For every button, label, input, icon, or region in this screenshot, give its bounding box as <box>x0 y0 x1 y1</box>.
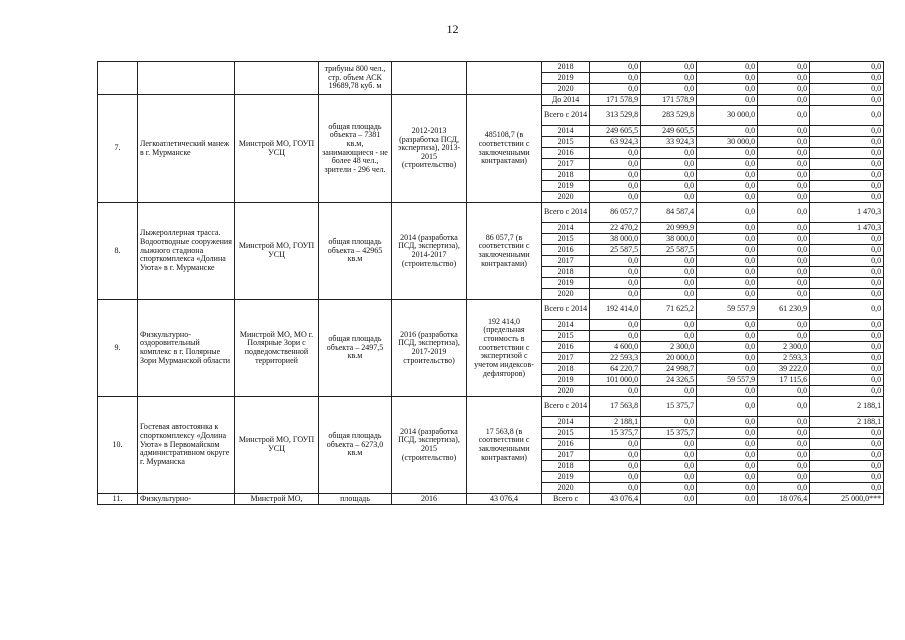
other-cell: 0,0 <box>810 95 884 106</box>
municipal-cell: 0,0 <box>758 170 810 181</box>
municipal-cell: 0,0 <box>758 234 810 245</box>
municipal-cell: 0,0 <box>758 386 810 397</box>
regional-cell: 0,0 <box>697 203 758 223</box>
total-cell: 0,0 <box>590 148 641 159</box>
federal-cell: 0,0 <box>641 181 697 192</box>
federal-cell: 33 924,3 <box>641 137 697 148</box>
municipal-cell: 0,0 <box>758 73 810 84</box>
capacity-cell: общая площадь объекта – 2497,5 кв.м <box>319 300 392 397</box>
municipal-cell: 0,0 <box>758 331 810 342</box>
total-cell: 0,0 <box>590 461 641 472</box>
year-cell: Всего с 2014 <box>542 397 590 417</box>
municipal-cell: 0,0 <box>758 84 810 95</box>
municipal-cell: 0,0 <box>758 450 810 461</box>
other-cell: 0,0 <box>810 375 884 386</box>
other-cell: 0,0 <box>810 386 884 397</box>
total-cell: 25 587,5 <box>590 245 641 256</box>
federal-cell: 0,0 <box>641 148 697 159</box>
federal-cell: 0,0 <box>641 159 697 170</box>
total-cell: 0,0 <box>590 256 641 267</box>
object-name-cell: Гостевая автостоянка к спорткомплексу «Долина Уюта» в Первомайском административном округе г. Мурманска <box>138 397 235 494</box>
year-cell: 2014 <box>542 320 590 331</box>
financing-table <box>97 61 884 505</box>
federal-cell: 15 375,7 <box>641 428 697 439</box>
year-cell: Всего с 2014 <box>542 300 590 320</box>
federal-cell: 38 000,0 <box>641 234 697 245</box>
other-cell: 0,0 <box>810 148 884 159</box>
table-row <box>98 95 884 106</box>
total-cell: 0,0 <box>590 62 641 73</box>
municipal-cell: 0,0 <box>758 203 810 223</box>
customer-cell <box>235 62 319 95</box>
year-cell: 2015 <box>542 234 590 245</box>
regional-cell: 0,0 <box>697 417 758 428</box>
year-cell: 2020 <box>542 289 590 300</box>
regional-cell: 0,0 <box>697 159 758 170</box>
year-cell: 2019 <box>542 181 590 192</box>
municipal-cell: 2 593,3 <box>758 353 810 364</box>
total-cell: 0,0 <box>590 386 641 397</box>
year-cell: 2020 <box>542 386 590 397</box>
year-cell: Всего с 2014 <box>542 203 590 223</box>
total-cell: 0,0 <box>590 331 641 342</box>
regional-cell: 0,0 <box>697 267 758 278</box>
municipal-cell: 18 076,4 <box>758 494 810 505</box>
municipal-cell: 2 300,0 <box>758 342 810 353</box>
regional-cell: 0,0 <box>697 428 758 439</box>
regional-cell: 0,0 <box>697 450 758 461</box>
total-cell: 0,0 <box>590 450 641 461</box>
cost-cell: 43 076,4 <box>467 494 542 505</box>
other-cell: 0,0 <box>810 245 884 256</box>
municipal-cell: 0,0 <box>758 278 810 289</box>
object-number-cell: 10. <box>98 397 138 494</box>
period-cell: 2014 (разработка ПСД, экспертиза), 2015 (строительство) <box>392 397 467 494</box>
capacity-cell: площадь <box>319 494 392 505</box>
other-cell: 0,0 <box>810 234 884 245</box>
year-cell: 2019 <box>542 472 590 483</box>
other-cell: 0,0 <box>810 181 884 192</box>
regional-cell: 0,0 <box>697 170 758 181</box>
municipal-cell: 0,0 <box>758 397 810 417</box>
period-cell: 2016 <box>392 494 467 505</box>
year-cell: 2014 <box>542 126 590 137</box>
total-cell: 86 057,7 <box>590 203 641 223</box>
federal-cell: 0,0 <box>641 278 697 289</box>
regional-cell: 0,0 <box>697 73 758 84</box>
regional-cell: 0,0 <box>697 342 758 353</box>
year-cell: До 2014 <box>542 95 590 106</box>
cost-cell <box>467 62 542 95</box>
other-cell: 25 000,0*** <box>810 494 884 505</box>
regional-cell: 30 000,0 <box>697 106 758 126</box>
year-cell: 2020 <box>542 84 590 95</box>
regional-cell: 0,0 <box>697 192 758 203</box>
federal-cell: 0,0 <box>641 320 697 331</box>
regional-cell: 0,0 <box>697 256 758 267</box>
total-cell: 22 470,2 <box>590 223 641 234</box>
municipal-cell: 0,0 <box>758 472 810 483</box>
federal-cell: 0,0 <box>641 192 697 203</box>
total-cell: 171 578,9 <box>590 95 641 106</box>
federal-cell: 0,0 <box>641 417 697 428</box>
regional-cell: 0,0 <box>697 461 758 472</box>
year-cell: 2016 <box>542 439 590 450</box>
other-cell: 0,0 <box>810 300 884 320</box>
customer-cell: Минстрой МО, ГОУП УСЦ <box>235 203 319 300</box>
municipal-cell: 0,0 <box>758 417 810 428</box>
year-cell: 2019 <box>542 278 590 289</box>
year-cell: 2018 <box>542 461 590 472</box>
year-cell: 2014 <box>542 417 590 428</box>
total-cell: 15 375,7 <box>590 428 641 439</box>
regional-cell: 0,0 <box>697 331 758 342</box>
customer-cell: Минстрой МО, ГОУП УСЦ <box>235 95 319 203</box>
total-cell: 249 605,5 <box>590 126 641 137</box>
other-cell: 0,0 <box>810 461 884 472</box>
other-cell: 1 470,3 <box>810 223 884 234</box>
capacity-cell: общая площадь объекта – 6273,0 кв.м <box>319 397 392 494</box>
year-cell: 2018 <box>542 267 590 278</box>
federal-cell: 24 998,7 <box>641 364 697 375</box>
regional-cell: 0,0 <box>697 353 758 364</box>
total-cell: 4 600,0 <box>590 342 641 353</box>
regional-cell: 0,0 <box>697 223 758 234</box>
regional-cell: 0,0 <box>697 364 758 375</box>
regional-cell: 0,0 <box>697 439 758 450</box>
other-cell: 0,0 <box>810 320 884 331</box>
regional-cell: 0,0 <box>697 95 758 106</box>
other-cell: 0,0 <box>810 472 884 483</box>
other-cell: 2 188,1 <box>810 397 884 417</box>
other-cell: 0,0 <box>810 62 884 73</box>
year-cell: 2019 <box>542 73 590 84</box>
federal-cell: 249 605,5 <box>641 126 697 137</box>
municipal-cell: 0,0 <box>758 192 810 203</box>
table-row <box>98 203 884 223</box>
object-name-cell: Лыжероллерная трасса. Водоотводные сооружения лыжного стадиона спорткомплекса «Долина Уюта» в г. Мурманске <box>138 203 235 300</box>
year-cell: 2018 <box>542 170 590 181</box>
year-cell: 2018 <box>542 364 590 375</box>
other-cell: 0,0 <box>810 73 884 84</box>
municipal-cell: 0,0 <box>758 320 810 331</box>
cost-cell: 17 563,8 (в соответствии с заключенными контрактами) <box>467 397 542 494</box>
regional-cell: 0,0 <box>697 181 758 192</box>
regional-cell: 0,0 <box>697 148 758 159</box>
total-cell: 17 563,8 <box>590 397 641 417</box>
table-row <box>98 397 884 417</box>
regional-cell: 0,0 <box>697 126 758 137</box>
federal-cell: 0,0 <box>641 331 697 342</box>
regional-cell: 0,0 <box>697 397 758 417</box>
municipal-cell: 0,0 <box>758 223 810 234</box>
municipal-cell: 0,0 <box>758 62 810 73</box>
regional-cell: 0,0 <box>697 494 758 505</box>
object-name-cell <box>138 62 235 95</box>
federal-cell: 0,0 <box>641 289 697 300</box>
total-cell: 43 076,4 <box>590 494 641 505</box>
customer-cell: Минстрой МО, МО г. Полярные Зори с подведомственной территорией <box>235 300 319 397</box>
other-cell: 0,0 <box>810 353 884 364</box>
total-cell: 0,0 <box>590 170 641 181</box>
municipal-cell: 17 115,6 <box>758 375 810 386</box>
year-cell: 2017 <box>542 353 590 364</box>
other-cell: 0,0 <box>810 450 884 461</box>
federal-cell: 0,0 <box>641 450 697 461</box>
year-cell: 2015 <box>542 428 590 439</box>
other-cell: 0,0 <box>810 364 884 375</box>
other-cell: 0,0 <box>810 170 884 181</box>
customer-cell: Минстрой МО, <box>235 494 319 505</box>
other-cell: 0,0 <box>810 483 884 494</box>
regional-cell: 0,0 <box>697 234 758 245</box>
period-cell: 2012-2013 (разработка ПСД, экспертиза), 2013-2015 (строительство) <box>392 95 467 203</box>
total-cell: 0,0 <box>590 181 641 192</box>
year-cell: 2019 <box>542 375 590 386</box>
other-cell: 1 470,3 <box>810 203 884 223</box>
federal-cell: 0,0 <box>641 84 697 95</box>
federal-cell: 0,0 <box>641 461 697 472</box>
object-name-cell: Легкоатлетический манеж в г. Мурманске <box>138 95 235 203</box>
year-cell: 2020 <box>542 192 590 203</box>
federal-cell: 20 000,0 <box>641 353 697 364</box>
municipal-cell: 0,0 <box>758 439 810 450</box>
page-number: 12 <box>446 22 459 36</box>
year-cell: Всего с 2014 <box>542 106 590 126</box>
cost-cell: 485108,7 (в соответствии с заключенными контрактами) <box>467 95 542 203</box>
federal-cell: 171 578,9 <box>641 95 697 106</box>
federal-cell: 0,0 <box>641 386 697 397</box>
total-cell: 0,0 <box>590 483 641 494</box>
federal-cell: 0,0 <box>641 494 697 505</box>
capacity-cell: общая площадь объекта – 42965 кв.м <box>319 203 392 300</box>
municipal-cell: 0,0 <box>758 137 810 148</box>
other-cell: 0,0 <box>810 159 884 170</box>
year-cell: 2015 <box>542 331 590 342</box>
total-cell: 0,0 <box>590 278 641 289</box>
other-cell: 0,0 <box>810 256 884 267</box>
object-name-cell: Физкультурно- <box>138 494 235 505</box>
regional-cell: 30 000,0 <box>697 137 758 148</box>
federal-cell: 0,0 <box>641 62 697 73</box>
municipal-cell: 0,0 <box>758 148 810 159</box>
total-cell: 0,0 <box>590 267 641 278</box>
regional-cell: 0,0 <box>697 278 758 289</box>
municipal-cell: 0,0 <box>758 483 810 494</box>
municipal-cell: 0,0 <box>758 461 810 472</box>
federal-cell: 20 999,9 <box>641 223 697 234</box>
federal-cell: 24 326,5 <box>641 375 697 386</box>
year-cell: 2017 <box>542 450 590 461</box>
year-cell: 2020 <box>542 483 590 494</box>
object-number-cell <box>98 62 138 95</box>
total-cell: 192 414,0 <box>590 300 641 320</box>
object-number-cell: 7. <box>98 95 138 203</box>
other-cell: 0,0 <box>810 439 884 450</box>
municipal-cell: 0,0 <box>758 159 810 170</box>
cost-cell: 192 414,0 (предельная стоимость в соответствии с экспертизой с учетом индексов- дефляторов) <box>467 300 542 397</box>
year-cell: 2016 <box>542 148 590 159</box>
customer-cell: Минстрой МО, ГОУП УСЦ <box>235 397 319 494</box>
regional-cell: 0,0 <box>697 472 758 483</box>
federal-cell: 0,0 <box>641 267 697 278</box>
table-row <box>98 300 884 320</box>
other-cell: 0,0 <box>810 106 884 126</box>
municipal-cell: 61 230,9 <box>758 300 810 320</box>
object-number-cell: 11. <box>98 494 138 505</box>
table-row <box>98 494 884 505</box>
total-cell: 2 188,1 <box>590 417 641 428</box>
federal-cell: 0,0 <box>641 73 697 84</box>
other-cell: 0,0 <box>810 267 884 278</box>
capacity-cell: трибуны 800 чел., стр. объем АСК 19689,78 куб. м <box>319 62 392 95</box>
year-cell: Всего с <box>542 494 590 505</box>
regional-cell: 0,0 <box>697 84 758 95</box>
municipal-cell: 0,0 <box>758 126 810 137</box>
other-cell: 0,0 <box>810 331 884 342</box>
other-cell: 0,0 <box>810 192 884 203</box>
table-body <box>98 62 884 505</box>
federal-cell: 84 587,4 <box>641 203 697 223</box>
total-cell: 101 000,0 <box>590 375 641 386</box>
municipal-cell: 0,0 <box>758 289 810 300</box>
year-cell: 2016 <box>542 245 590 256</box>
federal-cell: 0,0 <box>641 170 697 181</box>
federal-cell: 0,0 <box>641 483 697 494</box>
municipal-cell: 0,0 <box>758 428 810 439</box>
period-cell: 2016 (разработка ПСД, экспертиза), 2017-2019 строительство) <box>392 300 467 397</box>
municipal-cell: 0,0 <box>758 267 810 278</box>
federal-cell: 0,0 <box>641 472 697 483</box>
federal-cell: 283 529,8 <box>641 106 697 126</box>
total-cell: 64 220,7 <box>590 364 641 375</box>
year-cell: 2017 <box>542 159 590 170</box>
object-name-cell: Физкультурно- оздоровительный комплекс в г. Полярные Зори Мурманской области <box>138 300 235 397</box>
federal-cell: 71 625,2 <box>641 300 697 320</box>
other-cell: 0,0 <box>810 428 884 439</box>
regional-cell: 59 557,9 <box>697 300 758 320</box>
total-cell: 38 000,0 <box>590 234 641 245</box>
total-cell: 0,0 <box>590 73 641 84</box>
total-cell: 0,0 <box>590 289 641 300</box>
total-cell: 0,0 <box>590 472 641 483</box>
other-cell: 0,0 <box>810 137 884 148</box>
total-cell: 63 924,3 <box>590 137 641 148</box>
total-cell: 313 529,8 <box>590 106 641 126</box>
year-cell: 2014 <box>542 223 590 234</box>
federal-cell: 15 375,7 <box>641 397 697 417</box>
municipal-cell: 0,0 <box>758 181 810 192</box>
municipal-cell: 0,0 <box>758 95 810 106</box>
regional-cell: 0,0 <box>697 62 758 73</box>
other-cell: 0,0 <box>810 278 884 289</box>
object-number-cell: 8. <box>98 203 138 300</box>
capacity-cell: общая площадь объекта – 7381 кв.м, занимающиеся - не более 48 чел., зрители - 296 чел. <box>319 95 392 203</box>
period-cell: 2014 (разработка ПСД, экспертиза), 2014-2017 (строительство) <box>392 203 467 300</box>
cost-cell: 86 057,7 (в соответствии с заключенными контрактами) <box>467 203 542 300</box>
municipal-cell: 39 222,0 <box>758 364 810 375</box>
total-cell: 0,0 <box>590 439 641 450</box>
other-cell: 0,0 <box>810 289 884 300</box>
total-cell: 0,0 <box>590 192 641 203</box>
object-number-cell: 9. <box>98 300 138 397</box>
municipal-cell: 0,0 <box>758 256 810 267</box>
federal-cell: 0,0 <box>641 439 697 450</box>
year-cell: 2018 <box>542 62 590 73</box>
total-cell: 0,0 <box>590 159 641 170</box>
other-cell: 0,0 <box>810 84 884 95</box>
federal-cell: 25 587,5 <box>641 245 697 256</box>
federal-cell: 0,0 <box>641 256 697 267</box>
total-cell: 22 593,3 <box>590 353 641 364</box>
regional-cell: 0,0 <box>697 245 758 256</box>
other-cell: 0,0 <box>810 126 884 137</box>
other-cell: 2 188,1 <box>810 417 884 428</box>
year-cell: 2017 <box>542 256 590 267</box>
year-cell: 2016 <box>542 342 590 353</box>
other-cell: 0,0 <box>810 342 884 353</box>
regional-cell: 0,0 <box>697 483 758 494</box>
federal-cell: 2 300,0 <box>641 342 697 353</box>
year-cell: 2015 <box>542 137 590 148</box>
total-cell: 0,0 <box>590 320 641 331</box>
regional-cell: 0,0 <box>697 386 758 397</box>
table-row <box>98 62 884 73</box>
total-cell: 0,0 <box>590 84 641 95</box>
municipal-cell: 0,0 <box>758 106 810 126</box>
regional-cell: 59 557,9 <box>697 375 758 386</box>
municipal-cell: 0,0 <box>758 245 810 256</box>
period-cell <box>392 62 467 95</box>
regional-cell: 0,0 <box>697 289 758 300</box>
regional-cell: 0,0 <box>697 320 758 331</box>
